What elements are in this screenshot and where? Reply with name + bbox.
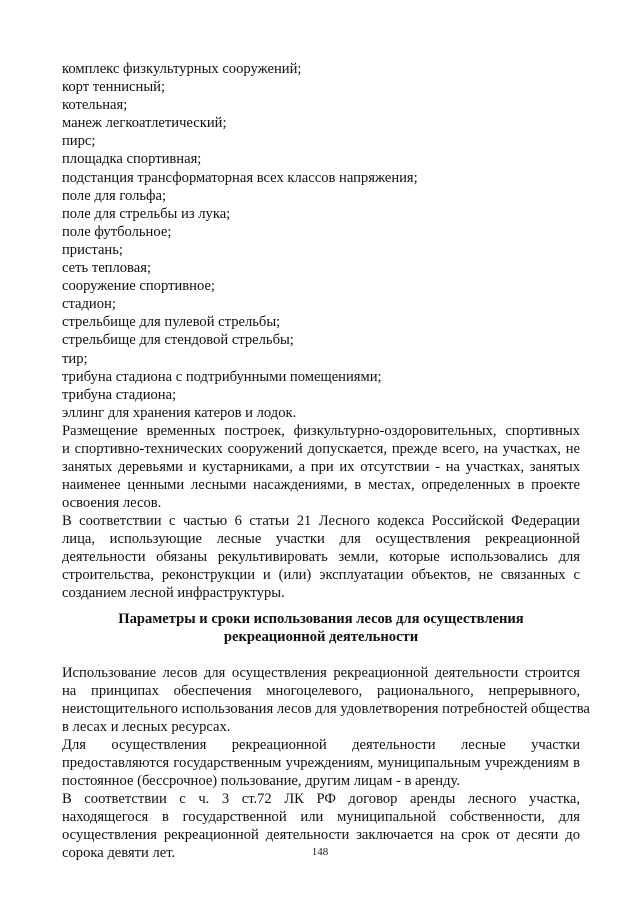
list-item: стрельбище для пулевой стрельбы; — [62, 314, 281, 331]
list-item: поле для гольфа; — [62, 187, 167, 204]
list-item: корт теннисный; — [62, 79, 166, 96]
paragraph-line: Размещение временных построек, физкультурно-оздоровительных, спортивных — [62, 423, 580, 439]
paragraph-line: в лесах и лесных ресурсах. — [62, 719, 231, 736]
list-item: поле для стрельбы из лука; — [62, 205, 231, 222]
list-item: эллинг для хранения катеров и лодок. — [62, 404, 297, 421]
paragraph-line: Использование лесов для осуществления рекреационной деятельности строится — [62, 665, 580, 681]
paragraph-line: сорока девяти лет. — [62, 845, 176, 862]
list-item: трибуна стадиона с подтрибунными помещениями; — [62, 368, 382, 385]
paragraph-line: созданием лесной инфраструктуры. — [62, 585, 285, 602]
section-heading-line: Параметры и сроки использования лесов для осуществления — [118, 611, 524, 627]
list-item: поле футбольное; — [62, 223, 172, 240]
list-item: трибуна стадиона; — [62, 386, 177, 403]
paragraph-line: строительства, реконструкции и (или) эксплуатации объектов, не связанных с — [62, 567, 580, 584]
paragraph-line: и спортивно-технических сооружений допускается, прежде всего, на участках, не — [62, 441, 580, 458]
paragraph-principles — [62, 664, 590, 736]
paragraph-line: находящегося в государственной или муниципальной собственности, для — [62, 809, 580, 826]
section-heading-line: рекреационной деятельности — [223, 628, 419, 645]
paragraph-line: В соответствии с частью 6 статьи 21 Лесного кодекса Российской Федерации — [62, 513, 580, 529]
list-item: сеть тепловая; — [62, 260, 152, 277]
list-item: тир; — [62, 350, 88, 367]
paragraph-line: Для осуществления рекреационной деятельности лесные участки — [62, 737, 580, 753]
paragraph-line: наименее ценными лесными насаждениями, в местах, определенных в проекте — [62, 477, 580, 494]
section-heading — [62, 611, 580, 646]
paragraph-provision — [62, 736, 580, 790]
page-number: 148 — [311, 846, 329, 858]
list-item: манеж легкоатлетический; — [62, 115, 227, 132]
list-item: комплекс физкультурных сооружений; — [62, 61, 302, 77]
paragraph-temporary-buildings — [62, 422, 580, 512]
paragraph-line: на принципах обеспечения многоцелевого, рационального, непрерывного, — [62, 683, 580, 700]
paragraph-line: осуществления рекреационной деятельности заключается на срок от десяти до — [62, 827, 580, 844]
list-item: пирс; — [62, 133, 96, 150]
list-item: стрельбище для стендовой стрельбы; — [62, 332, 294, 349]
list-item: котельная; — [62, 97, 128, 114]
paragraph-line: постоянное (бессрочное) пользование, другим лицам - в аренду. — [62, 773, 460, 790]
list-item: стадион; — [62, 296, 116, 313]
list-item: сооружение спортивное; — [62, 278, 215, 295]
paragraph-line: деятельности обязаны рекультивировать земли, которые использовались для — [62, 549, 580, 566]
paragraph-line: освоения лесов. — [62, 495, 162, 512]
list-item: пристань; — [62, 241, 123, 258]
paragraph-line: В соответствии с ч. 3 ст.72 ЛК РФ договор аренды лесного участка, — [62, 791, 580, 807]
paragraph-line: лица, использующие лесные участки для осуществления рекреационной — [62, 531, 580, 548]
paragraph-line: неистощительного использования лесов для удовлетворения потребностей общества — [62, 701, 590, 718]
paragraph-line: предоставляются государственным учреждениям, муниципальным учреждениям в — [62, 755, 580, 772]
paragraph-line: занятых деревьями и кустарниками, а при их отсутствии - на участках, занятых — [62, 459, 580, 476]
paragraph-recultivation — [62, 512, 580, 602]
list-item: подстанция трансформаторная всех классов напряжения; — [62, 169, 418, 186]
facility-list — [62, 60, 418, 422]
list-item: площадка спортивная; — [62, 151, 202, 168]
